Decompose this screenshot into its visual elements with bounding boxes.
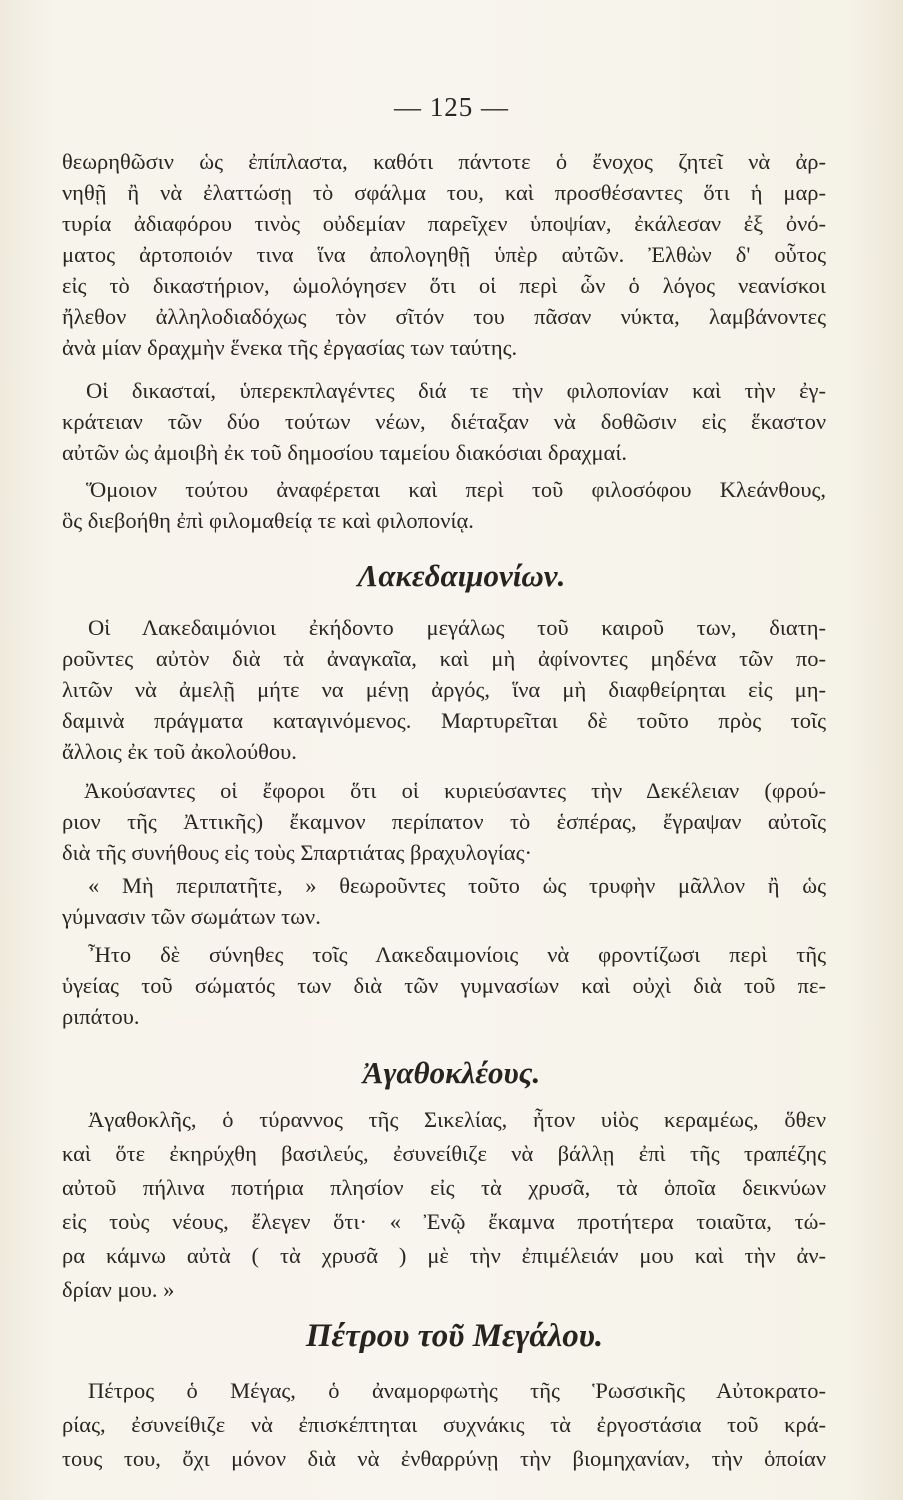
text-line: Ἀγαθοκλῆς, ὁ τύραννος τῆς Σικελίας, ἦτον υἱὸς κεραμέως, ὅθεν [88, 1107, 826, 1132]
text-line: ρα κάμνω αὐτὰ ( τὰ χρυσᾶ ) μὲ τὴν ἐπιμέλειάν μου καὶ τὴν ἀν- [62, 1243, 826, 1268]
text-line: γύμνασιν τῶν σωμάτων των. [62, 904, 321, 929]
text-line: κράτειαν τῶν δύο τούτων νέων, διέταξαν νὰ δοθῶσιν εἰς ἕκαστον [62, 409, 826, 434]
text-line: ὑγείας τοῦ σώματός των διὰ τῶν γυμνασίων καὶ οὐχὶ διὰ τοῦ πε- [62, 973, 826, 998]
text-line: ὃς διεβοήθη ἐπὶ φιλομαθείᾳ τε καὶ φιλοπονίᾳ. [62, 508, 474, 533]
text-line: Πέτρος ὁ Μέγας, ὁ ἀναμορφωτὴς τῆς Ῥωσσικῆς Αὐτοκρατο- [88, 1378, 826, 1403]
text-line: καὶ ὅτε ἐκηρύχθη βασιλεύς, ἐσυνείθιζε νὰ βάλλῃ ἐπὶ τῆς τραπέζης [62, 1141, 826, 1166]
text-line: Οἱ δικασταί, ὑπερεκπλαγέντες διά τε τὴν φιλοπονίαν καὶ τὴν ἐγ- [86, 378, 826, 403]
text-line: εἰς τοὺς νέους, ἔλεγεν ὅτι· « Ἐνῷ ἔκαμνα προτήτερα τοιαῦτα, τώ- [62, 1209, 826, 1234]
section-heading-agathokleous: Ἀγαθοκλέους. [362, 1055, 541, 1090]
text-line: λιτῶν νὰ ἀμελῇ μήτε να μένῃ ἀργός, ἵνα μὴ διαφθείρηται εἰς μη- [62, 677, 826, 702]
text-line: νηθῇ ἢ νὰ ἐλαττώσῃ τὸ σφάλμα του, καὶ προσθέσαντες ὅτι ἡ μαρ- [62, 180, 826, 205]
page-number: — 125 — [394, 92, 509, 122]
text-line: Οἱ Λακεδαιμόνιοι ἐκήδοντο μεγάλως τοῦ καιροῦ των, διατη- [88, 615, 826, 640]
section-heading-petrou-tou-megalou: Πέτρου τοῦ Μεγάλου. [305, 1318, 604, 1354]
text-line: τους του, ὄχι μόνον διὰ νὰ ἐνθαρρύνῃ τὴν βιομηχανίαν, τὴν ὁποίαν [62, 1446, 826, 1471]
text-line: ματος ἀρτοποιόν τινα ἵνα ἀπολογηθῇ ὑπὲρ αὐτῶν. Ἐλθὼν δ' οὗτος [62, 242, 826, 267]
text-line: ἀνὰ μίαν δραχμὴν ἕνεκα τῆς ἐργασίας των ταύτης. [62, 335, 518, 360]
text-line: Ὅμοιον τούτου ἀναφέρεται καὶ περὶ τοῦ φιλοσόφου Κλεάνθους, [86, 477, 826, 502]
text-line: ροῦντες αὐτὸν διὰ τὰ ἀναγκαῖα, καὶ μὴ ἀφίνοντες μηδένα τῶν πο- [62, 646, 826, 671]
text-line: Ἦτο δὲ σύνηθες τοῖς Λακεδαιμονίοις νὰ φροντίζωσι περὶ τῆς [88, 942, 826, 967]
text-line: αὐτοῦ πήλινα ποτήρια πλησίον εἰς τὰ χρυσᾶ, τὰ ὁποῖα δεικνύων [62, 1175, 826, 1200]
text-line: αὐτῶν ὡς ἀμοιβὴ ἐκ τοῦ δημοσίου ταμείου διακόσιαι δραχμαί. [62, 440, 627, 465]
text-line: δρίαν μου. » [62, 1277, 175, 1302]
text-line: ἤλεθον ἀλληλοδιαδόχως τὸν σῖτόν του πᾶσαν νύκτα, λαμβάνοντες [62, 304, 826, 329]
text-line: διὰ τῆς συνήθους εἰς τοὺς Σπαρτιάτας βραχυλογίας· [62, 840, 532, 865]
text-line: Ἀκούσαντες οἱ ἔφοροι ὅτι οἱ κυριεύσαντες τὴν Δεκέλειαν (φρού- [84, 778, 826, 803]
text-line: τυρία ἀδιαφόρου τινὸς οὐδεμίαν παρεῖχεν ὑποψίαν, ἐκάλεσαν ἐξ ὀνό- [62, 211, 826, 236]
text-line: ρίας, ἐσυνείθιζε νὰ ἐπισκέπτηται συχνάκις τὰ ἐργοστάσια τοῦ κρά- [62, 1412, 826, 1437]
section-heading-lakedaimonion: Λακεδαιμονίων. [357, 558, 566, 593]
text-line: θεωρηθῶσιν ὡς ἐπίπλαστα, καθότι πάντοτε ὁ ἔνοχος ζητεῖ νὰ ἀρ- [62, 149, 826, 174]
text-line: δαμινὰ πράγματα καταγινόμενος. Μαρτυρεῖται δὲ τοῦτο πρὸς τοῖς [62, 708, 826, 733]
text-line: εἰς τὸ δικαστήριον, ὡμολόγησεν ὅτι οἱ περὶ ὧν ὁ λόγος νεανίσκοι [62, 273, 826, 298]
text-line: ριπάτου. [62, 1004, 140, 1029]
text-line: ἄλλοις ἐκ τοῦ ἀκολούθου. [62, 739, 297, 764]
text-line: « Μὴ περιπατῆτε, » θεωροῦντες τοῦτο ὡς τρυφὴν μᾶλλον ἢ ὡς [88, 873, 826, 898]
text-line: ριον τῆς Ἀττικῆς) ἔκαμνον περίπατον τὸ ἑσπέρας, ἔγραψαν αὐτοῖς [62, 809, 826, 834]
